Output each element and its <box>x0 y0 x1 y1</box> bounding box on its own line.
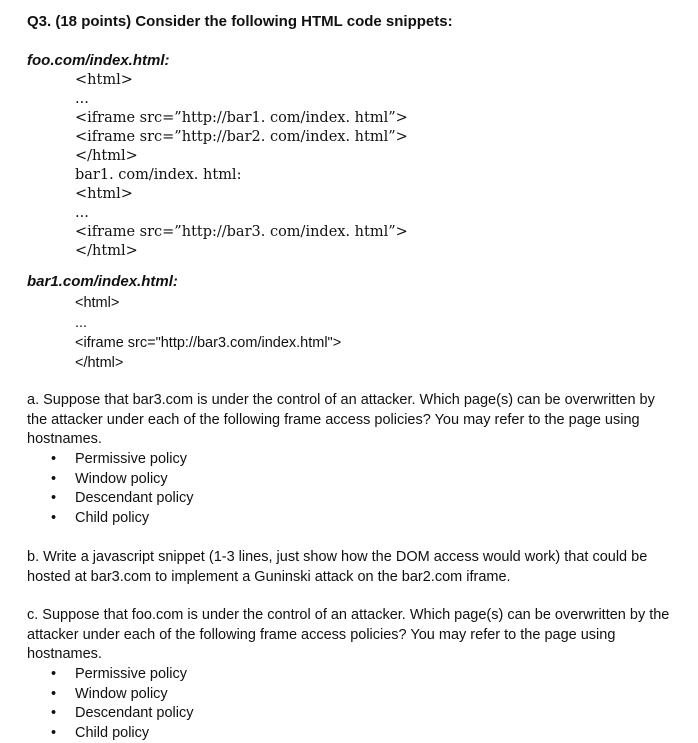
part-a-policy-list <box>51 450 194 528</box>
list-item: • Child policy <box>51 724 194 743</box>
code-line: <html> <box>75 295 120 311</box>
code-line: <html> <box>75 72 133 88</box>
list-item: • Permissive policy <box>51 665 194 685</box>
list-item: • Window policy <box>51 685 194 705</box>
code-line: ... <box>75 91 89 107</box>
foo-code-block <box>75 71 408 261</box>
list-item: • Permissive policy <box>51 450 194 470</box>
list-item: • Child policy <box>51 509 194 529</box>
bullet-icon: • <box>51 490 57 506</box>
part-c-policy-list <box>51 665 194 743</box>
code-line: </html> <box>75 148 138 164</box>
bullet-icon: • <box>51 705 57 721</box>
code-line: ... <box>75 315 88 331</box>
code-line: </html> <box>75 355 124 371</box>
code-line: <iframe src="http://bar3.com/index.html"> <box>75 335 342 351</box>
list-item: • Descendant policy <box>51 704 194 724</box>
code-line: <html> <box>75 186 133 202</box>
bullet-icon: • <box>51 470 57 487</box>
code-line: <iframe src=”http://bar3. com/index. html”> <box>75 224 408 240</box>
part-c-question: c. Suppose that foo.com is under the control of an attacker. Which page(s) can be overwritten by the attacker under each of the following frame access policies? You may refer to the page using hostnames. <box>27 607 670 662</box>
code-line: <iframe src=”http://bar2. com/index. html”> <box>75 129 408 145</box>
list-item: • Window policy <box>51 470 194 490</box>
list-item: • Descendant policy <box>51 489 194 509</box>
part-b-question: b. Write a javascript snippet (1-3 lines, just show how the DOM access would work) that could be hosted at bar3.com to implement a Guninski attack on the bar2.com iframe. <box>27 549 648 585</box>
code-line: bar1. com/index. html: <box>75 167 242 183</box>
bullet-icon: • <box>51 724 57 741</box>
bullet-icon: • <box>51 666 57 682</box>
question-title: Q3. (18 points) Consider the following HTML code snippets: <box>27 13 453 30</box>
bar1-section-heading: bar1.com/index.html: <box>27 273 178 290</box>
foo-section-heading: foo.com/index.html: <box>27 52 170 69</box>
part-a-question: a. Suppose that bar3.com is under the control of an attacker. Which page(s) can be overwritten by the attacker under each of the following frame access policies? You may refer to the page using hostnames. <box>27 392 655 447</box>
bullet-icon: • <box>51 451 57 467</box>
bullet-icon: • <box>51 685 57 702</box>
bullet-icon: • <box>51 509 57 526</box>
code-line: <iframe src=”http://bar1. com/index. html”> <box>75 110 408 126</box>
code-line: ... <box>75 205 89 221</box>
code-line: </html> <box>75 243 138 259</box>
bar1-code-block <box>75 293 341 373</box>
